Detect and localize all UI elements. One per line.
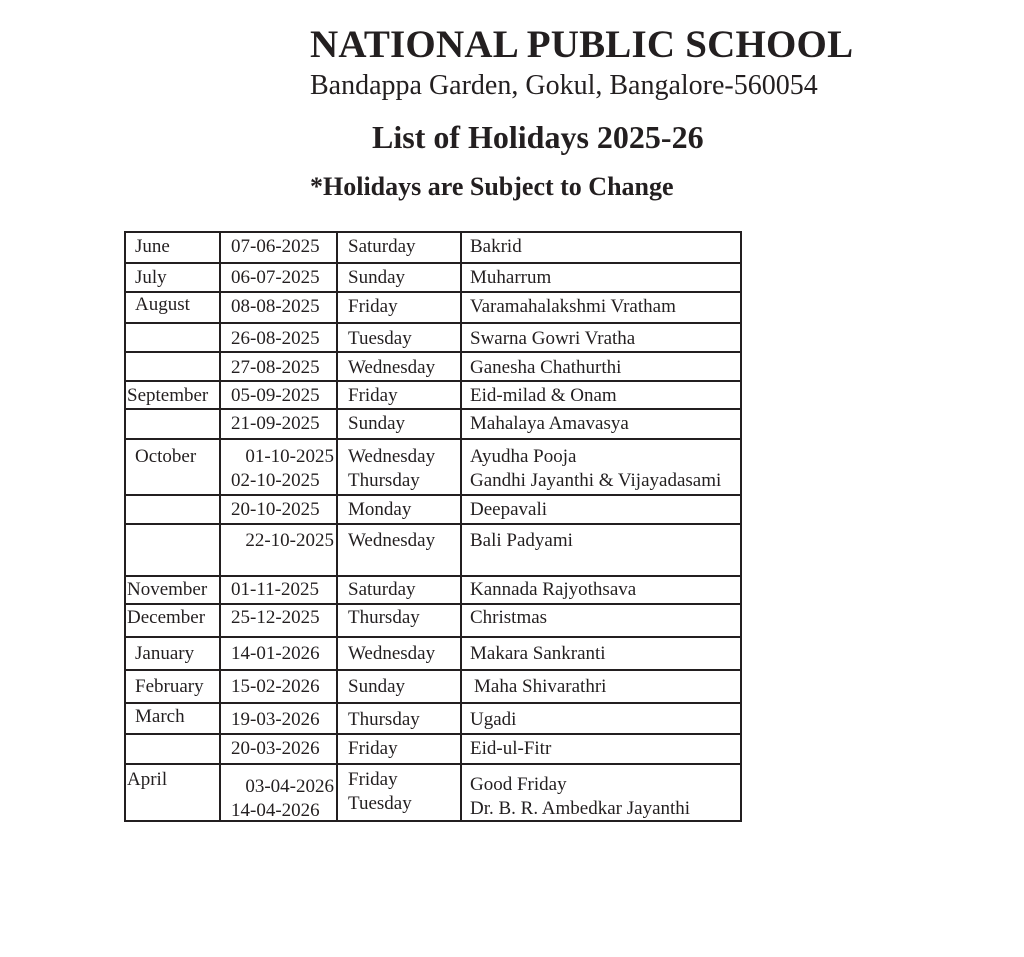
date-cell: [219, 382, 336, 408]
date-cell: [219, 233, 336, 262]
table-row: [126, 603, 740, 636]
month-cell-text: December: [127, 607, 206, 628]
holiday-name-cell: [460, 735, 740, 763]
day-cell: [336, 410, 460, 438]
holiday-name-cell-text: Makara Sankranti: [470, 643, 606, 664]
month-cell: [126, 293, 219, 322]
date-cell: [219, 735, 336, 763]
date-cell: [219, 525, 336, 575]
school-address: Bandappa Garden, Gokul, Bangalore-560054: [310, 70, 818, 101]
date-cell-text: 08-08-2025: [231, 296, 320, 317]
month-cell: [126, 496, 219, 523]
date-cell-text: 03-04-2026: [245, 776, 334, 797]
date-cell: [219, 440, 336, 494]
table-row: [126, 702, 740, 733]
day-cell-text: Sunday: [348, 413, 405, 434]
holiday-name-cell: [460, 577, 740, 603]
date-cell: [219, 264, 336, 291]
day-cell-text: Friday: [348, 296, 398, 317]
day-cell-text: Wednesday: [348, 357, 436, 378]
holiday-name-cell-text: Maha Shivarathri: [474, 676, 607, 697]
date-cell: [219, 324, 336, 351]
holiday-name-cell: [460, 353, 740, 380]
day-cell: [336, 440, 460, 494]
holiday-name-cell-text: Ugadi: [470, 709, 517, 730]
date-cell: [219, 353, 336, 380]
date-cell-text: 14-04-2026: [231, 800, 320, 821]
holiday-name-cell-text: Swarna Gowri Vratha: [470, 328, 636, 349]
day-cell-text: Friday: [348, 769, 398, 790]
date-cell: [219, 577, 336, 603]
month-cell-text: April: [127, 769, 168, 790]
holiday-name-cell-text: Good Friday: [470, 774, 567, 795]
day-cell: [336, 382, 460, 408]
date-cell-text: 01-10-2025: [245, 446, 334, 467]
table-row: [126, 408, 740, 438]
month-cell: [126, 605, 219, 636]
day-cell: [336, 293, 460, 322]
day-cell-text: Wednesday: [348, 530, 436, 551]
month-cell: [126, 264, 219, 291]
day-cell: [336, 353, 460, 380]
date-cell-text: 07-06-2025: [231, 236, 320, 257]
table-row: [126, 262, 740, 291]
holiday-name-cell-text: Muharrum: [470, 267, 552, 288]
holiday-name-cell: [460, 293, 740, 322]
day-cell-text: Monday: [348, 499, 412, 520]
month-cell: [126, 735, 219, 763]
school-name: NATIONAL PUBLIC SCHOOL: [310, 23, 854, 66]
month-cell: [126, 324, 219, 351]
date-cell-text: 19-03-2026: [231, 709, 320, 730]
date-cell-text: 27-08-2025: [231, 357, 320, 378]
holiday-name-cell-text: Eid-ul-Fitr: [470, 738, 552, 759]
day-cell: [336, 765, 460, 822]
date-cell-text: 14-01-2026: [231, 643, 320, 664]
month-cell-text: June: [135, 236, 170, 257]
subject-to-change-note: *Holidays are Subject to Change: [310, 172, 674, 201]
day-cell-text: Thursday: [348, 709, 420, 730]
month-cell-text: August: [135, 294, 190, 315]
holiday-name-cell-text: Deepavali: [470, 499, 548, 520]
day-cell: [336, 525, 460, 575]
date-cell-text: 06-07-2025: [231, 267, 320, 288]
holiday-name-cell-text: Kannada Rajyothsava: [470, 579, 637, 600]
month-cell-text: October: [135, 446, 197, 467]
day-cell: [336, 735, 460, 763]
table-row: [126, 291, 740, 322]
holiday-name-cell-text: Ayudha Pooja: [470, 446, 577, 467]
holiday-name-cell: [460, 525, 740, 575]
holiday-name-cell: [460, 382, 740, 408]
day-cell: [336, 233, 460, 262]
date-cell-text: 20-10-2025: [231, 499, 320, 520]
holiday-name-cell-text: Mahalaya Amavasya: [470, 413, 629, 434]
month-cell-text: March: [135, 706, 185, 727]
table-row: [126, 575, 740, 603]
month-cell: [126, 233, 219, 262]
page-title: List of Holidays 2025-26: [372, 119, 704, 155]
day-cell-text: Wednesday: [348, 446, 436, 467]
holiday-name-cell-text: Eid-milad & Onam: [470, 385, 617, 406]
table-row: [126, 351, 740, 380]
day-cell-text: Saturday: [348, 579, 416, 600]
date-cell-text: 05-09-2025: [231, 385, 320, 406]
date-cell: [219, 293, 336, 322]
table-row: [126, 669, 740, 702]
day-cell-text: Tuesday: [348, 793, 412, 814]
day-cell: [336, 264, 460, 291]
day-cell-text: Saturday: [348, 236, 416, 257]
date-cell-text: 21-09-2025: [231, 413, 320, 434]
month-cell-text: January: [135, 643, 195, 664]
holiday-name-cell: [460, 324, 740, 351]
table-row: [126, 763, 740, 822]
table-row: [126, 380, 740, 408]
date-cell: [219, 496, 336, 523]
month-cell: [126, 638, 219, 669]
day-cell: [336, 577, 460, 603]
month-cell: [126, 671, 219, 702]
date-cell-text: 15-02-2026: [231, 676, 320, 697]
month-cell: [126, 525, 219, 575]
month-cell: [126, 765, 219, 822]
day-cell: [336, 638, 460, 669]
holiday-name-cell: [460, 496, 740, 523]
date-cell: [219, 410, 336, 438]
month-cell-text: July: [135, 267, 167, 288]
table-row: [126, 438, 740, 494]
day-cell: [336, 704, 460, 733]
holiday-name-cell: [460, 410, 740, 438]
holiday-name-cell-text: Bali Padyami: [470, 530, 573, 551]
holiday-name-cell: [460, 704, 740, 733]
date-cell: [219, 638, 336, 669]
table-row: [126, 322, 740, 351]
month-cell: [126, 577, 219, 603]
day-cell-text: Thursday: [348, 607, 420, 628]
holiday-name-cell-text: Varamahalakshmi Vratham: [470, 296, 676, 317]
table-row: [126, 733, 740, 763]
date-cell-text: 01-11-2025: [231, 579, 319, 600]
date-cell: [219, 605, 336, 636]
day-cell-text: Wednesday: [348, 643, 436, 664]
holiday-name-cell: [460, 233, 740, 262]
day-cell-text: Sunday: [348, 676, 405, 697]
table-row: [126, 233, 740, 262]
date-cell-text: 26-08-2025: [231, 328, 320, 349]
holiday-name-cell-text: Bakrid: [470, 236, 522, 257]
month-cell: [126, 704, 219, 733]
day-cell-text: Tuesday: [348, 328, 412, 349]
holiday-name-cell-text: Christmas: [470, 607, 548, 628]
date-cell-text: 02-10-2025: [231, 470, 320, 491]
holiday-name-cell: [460, 638, 740, 669]
month-cell: [126, 382, 219, 408]
date-cell-text: 25-12-2025: [231, 607, 320, 628]
date-cell-text: 20-03-2026: [231, 738, 320, 759]
holiday-name-cell: [460, 671, 740, 702]
month-cell-text: February: [135, 676, 204, 697]
date-cell: [219, 704, 336, 733]
table-row: [126, 523, 740, 575]
month-cell-text: September: [127, 385, 209, 406]
day-cell-text: Thursday: [348, 470, 420, 491]
day-cell: [336, 605, 460, 636]
day-cell-text: Sunday: [348, 267, 405, 288]
holiday-name-cell: [460, 264, 740, 291]
day-cell: [336, 496, 460, 523]
holiday-name-cell-text: Gandhi Jayanthi & Vijayadasami: [470, 470, 722, 491]
month-cell: [126, 440, 219, 494]
date-cell-text: 22-10-2025: [245, 530, 334, 551]
holiday-name-cell-text: Ganesha Chathurthi: [470, 357, 622, 378]
day-cell: [336, 671, 460, 702]
day-cell-text: Friday: [348, 738, 398, 759]
month-cell: [126, 410, 219, 438]
holiday-table: [124, 231, 742, 822]
month-cell: [126, 353, 219, 380]
date-cell: [219, 765, 336, 822]
date-cell: [219, 671, 336, 702]
holiday-name-cell: [460, 440, 740, 494]
day-cell-text: Friday: [348, 385, 398, 406]
table-row: [126, 636, 740, 669]
month-cell-text: November: [127, 579, 208, 600]
holiday-name-cell-text: Dr. B. R. Ambedkar Jayanthi: [470, 798, 691, 819]
day-cell: [336, 324, 460, 351]
holiday-name-cell: [460, 765, 740, 822]
holiday-name-cell: [460, 605, 740, 636]
table-row: [126, 494, 740, 523]
